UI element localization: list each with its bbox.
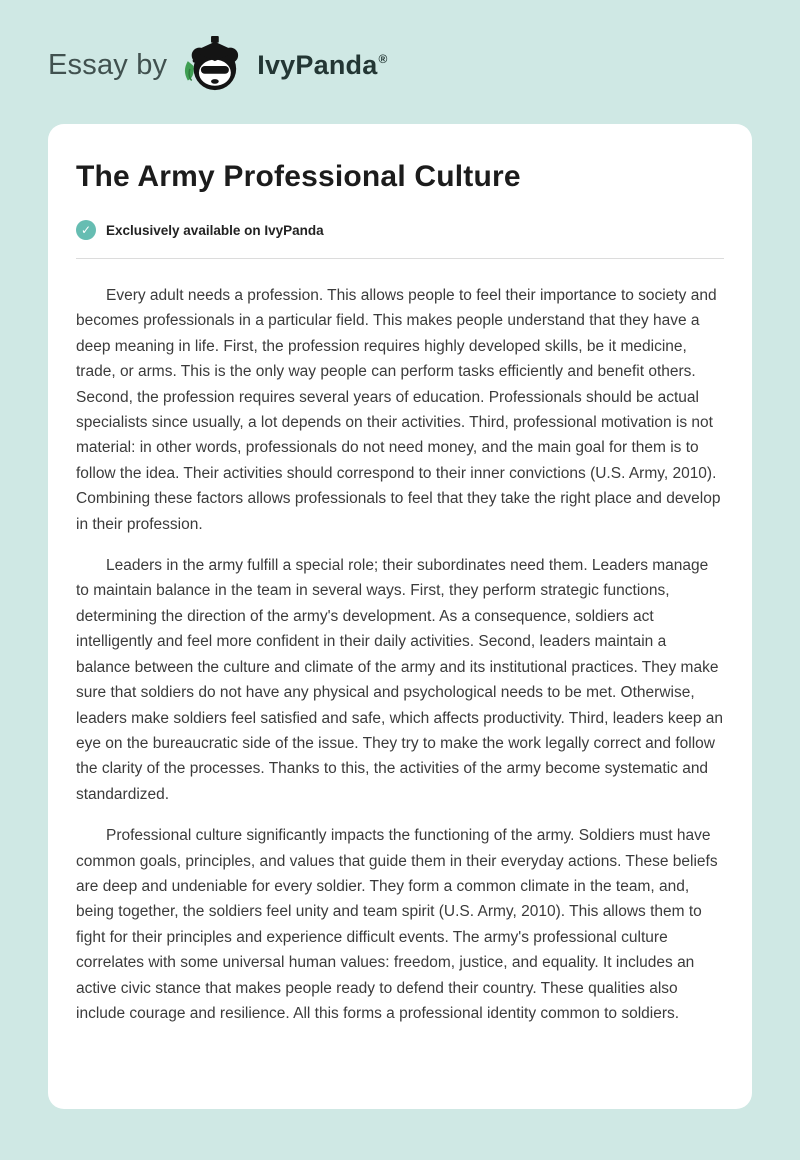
- availability-label: Exclusively available on IvyPanda: [106, 222, 324, 238]
- brand-name: IvyPanda: [257, 49, 378, 80]
- page-title: The Army Professional Culture: [76, 160, 521, 193]
- check-icon: ✓: [76, 220, 96, 240]
- registered-trademark: ®: [378, 51, 388, 66]
- essay-paragraph-2: Leaders in the army fulfill a special role; their subordinates need them. Leaders manage to maintain balance in the team in several ways. First, they perform strategic functions, determining the direction of the army's development. As a consequence, soldiers act intelligently and feel more confident in their daily activities. Second, leaders maintain a balance between the culture and climate of the army and its institutional practices. They make sure that soldiers do not have any physical and psychological needs to be met. Otherwise, leaders make soldiers feel satisfied and safe, which affects productivity. Third, leaders keep an eye on the bureaucratic side of the issue. They try to make the work legally correct and follow the clarity of the processes. Thanks to this, the activities of the army become systematic and standardized.: [76, 557, 724, 803]
- availability-badge: [76, 220, 724, 240]
- essay-body: [76, 283, 724, 1026]
- essay-card: [48, 124, 752, 1109]
- brand-wordmark: [257, 50, 387, 81]
- page-header: [0, 0, 800, 118]
- divider: [76, 258, 724, 259]
- panda-graduate-icon: [181, 36, 243, 94]
- essay-paragraph-3: Professional culture significantly impacts the functioning of the army. Soldiers must have common goals, principles, and values that guide them in their everyday actions. These beliefs are deep and undeniable for every soldier. They form a common climate in the team, and, being together, the soldiers feel unity and team spirit (U.S. Army, 2010). This allows them to fight for their principles and experience difficult events. The army's professional culture correlates with some universal human values: freedom, justice, and equality. It includes an active civic stance that makes people ready to defend their country. These qualities also include courage and resilience. All this forms a professional identity common to soldiers.: [76, 827, 718, 1022]
- essay-paragraph-1: Every adult needs a profession. This allows people to feel their importance to society and becomes professionals in a particular field. This makes people understand that they have a deep meaning in life. First, the profession requires highly developed skills, be it medicine, trade, or arms. This is the only way people can perform tasks efficiently and benefit others. Second, the profession requires several years of education. Professionals should be actual specialists since usually, a lot depends on their activities. Third, professional motivation is not material: in other words, professionals do not need money, and the main goal for them is to follow the idea. Their activities should correspond to their inner convictions (U.S. Army, 2010). Combining these factors allows professionals to feel that they take the right place and develop in their profession.: [76, 287, 721, 533]
- essay-by-label: Essay by: [48, 48, 168, 81]
